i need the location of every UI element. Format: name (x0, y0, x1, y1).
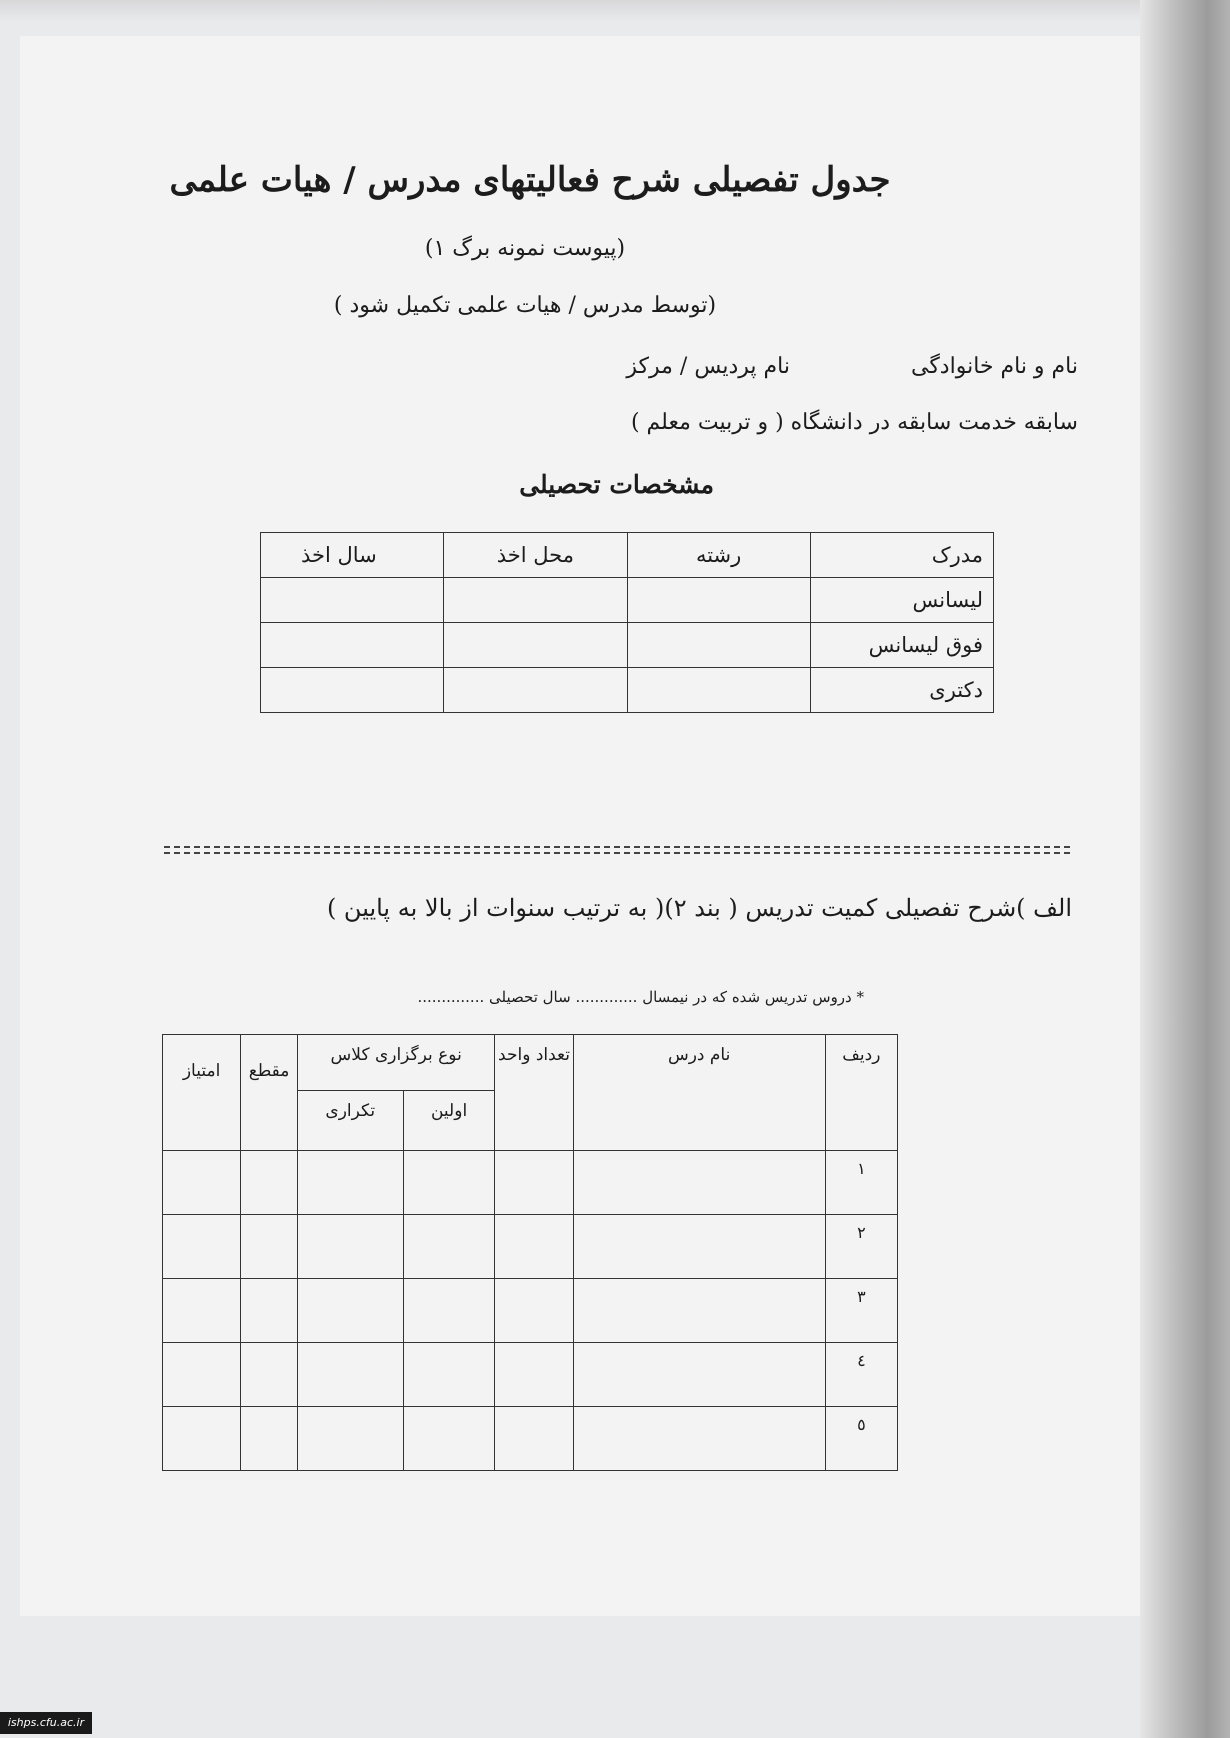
table-cell[interactable] (573, 1343, 825, 1407)
table-cell[interactable] (403, 1151, 495, 1215)
table-row (163, 1407, 898, 1471)
table-row (163, 1343, 898, 1407)
table-row (163, 1215, 898, 1279)
table-cell[interactable] (573, 1407, 825, 1471)
header-degree: مدرک (810, 533, 993, 578)
table-row (163, 1151, 898, 1215)
row-number: ۳ (825, 1279, 897, 1343)
table-cell[interactable] (495, 1343, 573, 1407)
table-cell[interactable] (163, 1407, 241, 1471)
table-header-row (163, 1035, 898, 1091)
campus-label: نام پردیس / مرکز (626, 354, 790, 379)
table-cell[interactable] (627, 578, 810, 623)
table-cell[interactable] (241, 1151, 298, 1215)
header-units: تعداد واحد (495, 1035, 573, 1151)
row-number: ۲ (825, 1215, 897, 1279)
row-number: ۱ (825, 1151, 897, 1215)
service-label: سابقه خدمت سابقه در دانشگاه ( و تربیت معلم ) (630, 410, 1078, 435)
degree-doctorate: دکتری (810, 668, 993, 713)
table-header-row (261, 533, 994, 578)
row-number: ٤ (825, 1343, 897, 1407)
section-divider (164, 846, 1070, 854)
table-cell[interactable] (241, 1279, 298, 1343)
header-first: اولین (403, 1091, 495, 1151)
table-cell[interactable] (495, 1407, 573, 1471)
table-cell[interactable] (627, 623, 810, 668)
table-cell[interactable] (163, 1279, 241, 1343)
document-subtitle-instruction: (توسط مدرس / هیات علمی تکمیل شود ) (333, 293, 717, 318)
table-cell[interactable] (444, 578, 627, 623)
education-section-title: مشخصات تحصیلی (519, 470, 714, 499)
table-cell[interactable] (403, 1215, 495, 1279)
degree-master: فوق لیسانس (810, 623, 993, 668)
table-cell[interactable] (297, 1151, 403, 1215)
table-row (163, 1279, 898, 1343)
header-field: رشته (627, 533, 810, 578)
table-cell[interactable] (163, 1151, 241, 1215)
header-repeat: تکراری (297, 1091, 403, 1151)
education-table (260, 532, 994, 713)
table-cell[interactable] (573, 1279, 825, 1343)
table-cell[interactable] (163, 1343, 241, 1407)
teaching-table (162, 1034, 898, 1471)
table-cell[interactable] (261, 623, 444, 668)
header-course-name: نام درس (573, 1035, 825, 1151)
header-class-type: نوع برگزاری کلاس (297, 1035, 495, 1091)
table-cell[interactable] (495, 1215, 573, 1279)
table-cell[interactable] (163, 1215, 241, 1279)
table-cell[interactable] (241, 1215, 298, 1279)
table-cell[interactable] (403, 1343, 495, 1407)
table-cell[interactable] (261, 668, 444, 713)
semester-note: * دروس تدریس شده که در نیمسال ............. سال تحصیلی .............. (417, 988, 864, 1006)
document-title: جدول تفصیلی شرح فعالیتهای مدرس / هیات علمی (169, 160, 891, 200)
table-cell[interactable] (444, 623, 627, 668)
section-alef-heading: الف )شرح تفصیلی کمیت تدریس ( بند ۲)( به ترتیب سنوات از بالا به پایین ) (326, 894, 1072, 922)
document-subtitle-attachment: (پیوست نمونه برگ ۱) (424, 236, 626, 261)
degree-bachelor: لیسانس (810, 578, 993, 623)
table-cell[interactable] (297, 1343, 403, 1407)
table-row (261, 668, 994, 713)
table-cell[interactable] (403, 1407, 495, 1471)
header-row-number: ردیف (825, 1035, 897, 1151)
table-cell[interactable] (573, 1215, 825, 1279)
table-cell[interactable] (444, 668, 627, 713)
header-level: مقطع (241, 1035, 298, 1151)
table-cell[interactable] (627, 668, 810, 713)
name-label: نام و نام خانوادگی (910, 354, 1078, 379)
table-cell[interactable] (297, 1215, 403, 1279)
table-cell[interactable] (495, 1151, 573, 1215)
table-cell[interactable] (241, 1343, 298, 1407)
table-cell[interactable] (573, 1151, 825, 1215)
table-row (261, 623, 994, 668)
table-cell[interactable] (261, 578, 444, 623)
table-row (261, 578, 994, 623)
table-cell[interactable] (297, 1279, 403, 1343)
header-score: امتیاز (163, 1035, 241, 1151)
table-cell[interactable] (403, 1279, 495, 1343)
header-year: سال اخذ (261, 533, 444, 578)
table-cell[interactable] (297, 1407, 403, 1471)
header-place: محل اخذ (444, 533, 627, 578)
footer-url[interactable]: ishps.cfu.ac.ir (0, 1712, 92, 1734)
scan-top-edge (0, 0, 1230, 22)
table-cell[interactable] (241, 1407, 298, 1471)
table-cell[interactable] (495, 1279, 573, 1343)
row-number: ٥ (825, 1407, 897, 1471)
